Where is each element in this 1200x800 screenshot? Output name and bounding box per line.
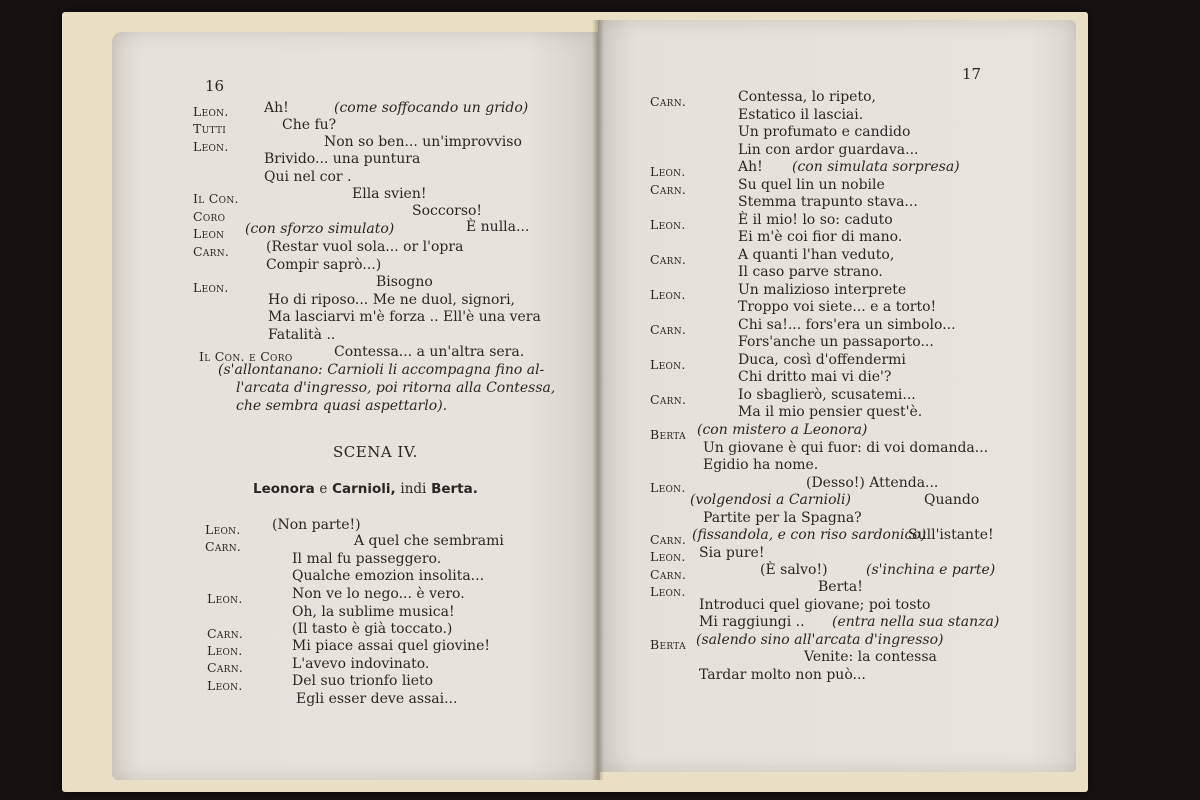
verse-line: Un malizioso interprete — [738, 282, 907, 298]
cast-berta: Berta. — [431, 481, 478, 497]
speaker-label: Leon. — [207, 678, 243, 693]
speaker-label: Leon. — [650, 549, 686, 564]
verse-line: Qui nel cor . — [264, 169, 352, 185]
speaker-label: Leon. — [650, 217, 686, 232]
verse-line: L'avevo indovinato. — [292, 656, 430, 672]
speaker-label: Il Con. — [193, 191, 239, 206]
speaker-label: Leon. — [650, 357, 686, 372]
speaker-label: Leon — [193, 226, 225, 241]
verse-line: Su quel lin un nobile — [738, 177, 885, 193]
speaker-label: Berta — [650, 637, 686, 652]
verse-line: (Il tasto è già toccato.) — [292, 621, 453, 637]
scene-cast — [253, 481, 478, 498]
verse-line: Il mal fu passeggero. — [292, 551, 442, 567]
speaker-label: Carn. — [650, 322, 687, 337]
verse-line: Quando — [924, 492, 980, 508]
verse-line: Un profumato e candido — [738, 124, 911, 140]
verse-line: È il mio! lo so: caduto — [738, 212, 893, 228]
verse-line: Del suo trionfo lieto — [292, 673, 434, 689]
speaker-label: Leon. — [193, 104, 229, 119]
verse-line: (Desso!) Attenda... — [806, 475, 939, 491]
speaker-label: Carn. — [650, 182, 687, 197]
verse-line: Brivido... una puntura — [264, 151, 421, 167]
verse-line: Estatico il lasciai. — [738, 107, 864, 123]
cast-indi: indi — [400, 481, 427, 497]
verse-line: Fatalità .. — [268, 327, 336, 343]
scene-heading: SCENA IV. — [333, 443, 418, 461]
verse-line: Oh, la sublime musica! — [292, 604, 455, 620]
speaker-label: Leon. — [650, 584, 686, 599]
speaker-label: Carn. — [207, 660, 244, 675]
speaker-label: Il Con. e Coro — [199, 349, 293, 364]
stage-direction: (con simulata sorpresa) — [792, 159, 960, 175]
verse-line: Bisogno — [376, 274, 433, 290]
stage-direction: l'arcata d'ingresso, poi ritorna alla Contessa, — [236, 380, 556, 396]
speaker-label: Carn. — [650, 567, 687, 582]
verse-line: Ei m'è coi fior di mano. — [738, 229, 903, 245]
speaker-label: Carn. — [650, 392, 687, 407]
verse-line: Io sbaglierò, scusatemi... — [738, 387, 916, 403]
stage-direction: (con sforzo simulato) — [245, 221, 395, 237]
speaker-label: Leon. — [193, 139, 229, 154]
stage-direction: (salendo sino all'arcata d'ingresso) — [696, 632, 944, 648]
verse-line: Mi raggiungi .. — [699, 614, 805, 630]
speaker-label: Carn. — [650, 94, 687, 109]
verse-line: Contessa... a un'altra sera. — [334, 344, 525, 360]
stage-direction: (fissandola, e con riso sardonico) — [692, 527, 927, 543]
stage-direction: (con mistero a Leonora) — [697, 422, 868, 438]
speaker-label: Leon. — [207, 643, 243, 658]
verse-line: Fors'anche un passaporto... — [738, 334, 934, 350]
verse-line: Ella svien! — [352, 186, 427, 202]
speaker-label: Carn. — [650, 252, 687, 267]
verse-line: Ho di riposo... Me ne duol, signori, — [268, 292, 516, 308]
stage-direction: (entra nella sua stanza) — [832, 614, 1000, 630]
verse-line: Tardar molto non può... — [699, 667, 866, 683]
speaker-label: Carn. — [205, 539, 242, 554]
verse-line: Chi dritto mai vi die'? — [738, 369, 892, 385]
verse-line: A quel che sembrami — [354, 533, 504, 549]
verse-line: Partite per la Spagna? — [703, 510, 862, 526]
speaker-label: Tutti — [193, 121, 227, 136]
speaker-label: Carn. — [650, 532, 687, 547]
verse-line: Egli esser deve assai... — [296, 691, 458, 707]
speaker-label: Leon. — [205, 522, 241, 537]
stage-direction: (s'allontanano: Carnioli li accompagna fino al- — [218, 362, 545, 378]
cast-conjunction: e — [319, 481, 328, 497]
cast-leonora: Leonora — [253, 481, 315, 497]
stage-direction: (volgendosi a Carnioli) — [690, 492, 851, 508]
verse-line: Chi sa!... fors'era un simbolo... — [738, 317, 956, 333]
verse-line: (Non parte!) — [272, 517, 361, 533]
speaker-label: Leon. — [650, 164, 686, 179]
verse-line: Duca, così d'offendermi — [738, 352, 906, 368]
verse-line: Contessa, lo ripeto, — [738, 89, 876, 105]
speaker-label: Carn. — [193, 244, 230, 259]
verse-line: Sia pure! — [699, 545, 765, 561]
verse-line: Venite: la contessa — [804, 649, 937, 665]
stage-direction: (come soffocando un grido) — [334, 100, 529, 116]
speaker-label: Leon. — [650, 287, 686, 302]
cast-carnioli: Carnioli, — [332, 481, 396, 497]
verse-line: Non ve lo nego... è vero. — [292, 586, 465, 602]
verse-line: Un giovane è qui fuor: di voi domanda... — [703, 440, 989, 456]
verse-line: Ma il mio pensier quest'è. — [738, 404, 923, 420]
page-number-right: 17 — [962, 65, 982, 83]
stage-direction: che sembra quasi aspettarlo). — [236, 398, 448, 414]
verse-line: Mi piace assai quel giovine! — [292, 638, 490, 654]
speaker-label: Leon. — [650, 480, 686, 495]
verse-line: Non so ben... un'improvviso — [324, 134, 522, 150]
verse-line: È nulla... — [466, 219, 530, 235]
verse-line: Compir saprò...) — [266, 257, 382, 273]
verse-line: Egidio ha nome. — [703, 457, 819, 473]
stage-direction: (s'inchina e parte) — [866, 562, 996, 578]
verse-line: Ah! — [738, 159, 763, 175]
speaker-label: Leon. — [193, 280, 229, 295]
verse-line: Soccorso! — [412, 203, 483, 219]
verse-line: Il caso parve strano. — [738, 264, 883, 280]
verse-line: Sull'istante! — [908, 527, 994, 543]
verse-line: Troppo voi siete... e a torto! — [738, 299, 937, 315]
speaker-label: Berta — [650, 427, 686, 442]
verse-line: Ah! — [264, 100, 289, 116]
page-number-left: 16 — [205, 77, 225, 95]
verse-line: Che fu? — [282, 117, 337, 133]
verse-line: Ma lasciarvi m'è forza .. Ell'è una vera — [268, 309, 541, 325]
verse-line: A quanti l'han veduto, — [738, 247, 895, 263]
verse-line: Qualche emozion insolita... — [292, 568, 485, 584]
verse-line: (È salvo!) — [760, 562, 828, 578]
speaker-label: Carn. — [207, 626, 244, 641]
speaker-label: Leon. — [207, 591, 243, 606]
verse-line: (Restar vuol sola... or l'opra — [266, 239, 464, 255]
book-gutter — [592, 20, 604, 780]
verse-line: Introduci quel giovane; poi tosto — [699, 597, 931, 613]
verse-line: Berta! — [818, 579, 863, 595]
speaker-label: Coro — [193, 209, 226, 224]
verse-line: Stemma trapunto stava... — [738, 194, 918, 210]
verse-line: Lin con ardor guardava... — [738, 142, 919, 158]
